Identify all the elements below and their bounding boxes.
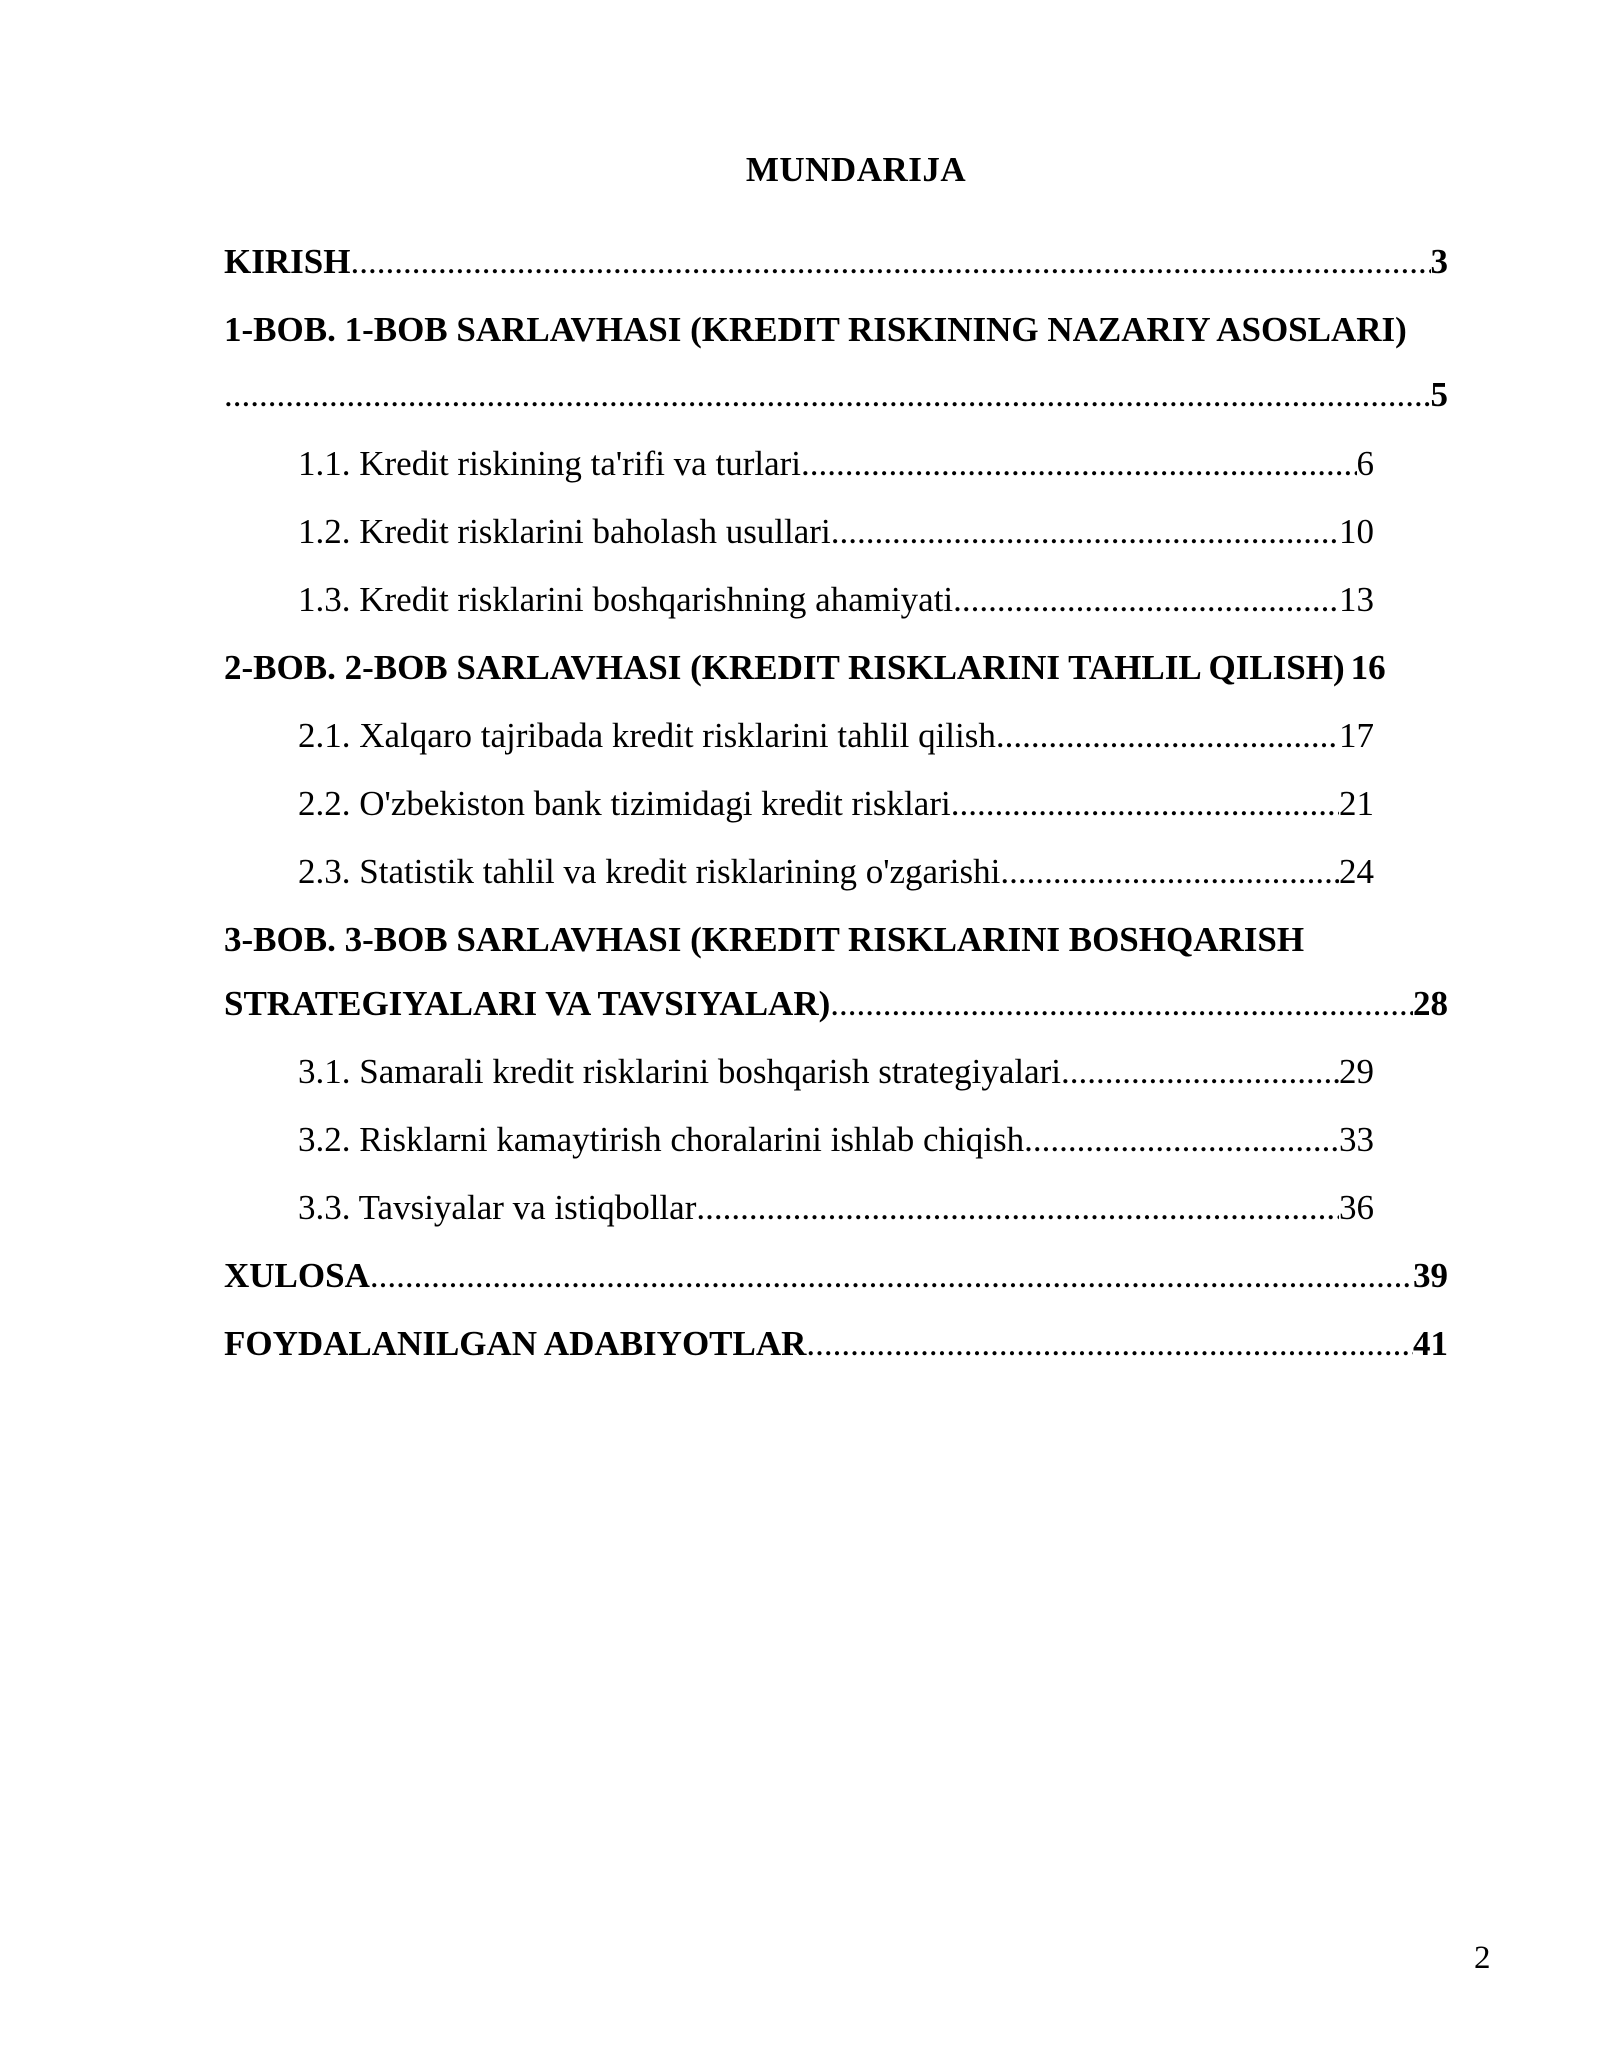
dot-leader bbox=[696, 1188, 1339, 1228]
page-number: 2 bbox=[1474, 1940, 1491, 1976]
toc-entry-label: 1.3. Kredit risklarini boshqarishning ahamiyati bbox=[298, 580, 954, 619]
toc-entry-label: 2.1. Xalqaro tajribada kredit risklarini tahlil qilish bbox=[298, 716, 996, 755]
toc-entry-label: XULOSA bbox=[224, 1256, 370, 1295]
toc-entry-chapter-3[interactable] bbox=[224, 920, 1448, 960]
toc-entry-page: 17 bbox=[1339, 716, 1374, 755]
toc-entry-chapter-1-leader[interactable] bbox=[224, 375, 1448, 415]
toc-entry-section-1-1[interactable] bbox=[298, 444, 1374, 484]
dot-leader bbox=[996, 716, 1339, 756]
dot-leader bbox=[830, 984, 1413, 1024]
toc-entry-section-3-1[interactable] bbox=[298, 1052, 1374, 1092]
toc-entry-page: 13 bbox=[1339, 580, 1374, 619]
toc-entry-references[interactable] bbox=[224, 1324, 1448, 1364]
toc-entry-xulosa[interactable] bbox=[224, 1256, 1448, 1296]
toc-entry-label: 3.1. Samarali kredit risklarini boshqarish strategiyalari bbox=[298, 1052, 1061, 1091]
toc-entry-chapter-1[interactable] bbox=[224, 310, 1448, 350]
toc-entry-page: 16 bbox=[1350, 648, 1386, 687]
dot-leader bbox=[806, 1324, 1413, 1364]
toc-entry-chapter-3-continued[interactable] bbox=[224, 984, 1448, 1024]
toc-entry-label: 3.3. Tavsiyalar va istiqbollar bbox=[298, 1188, 697, 1227]
toc-entry-page: 24 bbox=[1339, 852, 1374, 891]
toc-entry-page: 10 bbox=[1339, 512, 1374, 551]
toc-entry-section-2-1[interactable] bbox=[298, 716, 1374, 756]
dot-leader bbox=[801, 444, 1357, 484]
dot-leader bbox=[951, 784, 1339, 824]
toc-entry-page: 5 bbox=[1430, 375, 1448, 414]
dot-leader bbox=[1000, 852, 1339, 892]
toc-entry-label: 1.2. Kredit risklarini baholash usullari bbox=[298, 512, 831, 551]
toc-entry-section-3-2[interactable] bbox=[298, 1120, 1374, 1160]
toc-entry-page: 33 bbox=[1339, 1120, 1374, 1159]
toc-entry-page: 29 bbox=[1339, 1052, 1374, 1091]
dot-leader bbox=[831, 512, 1339, 552]
dot-leader bbox=[953, 580, 1339, 620]
toc-entry-label: 1-BOB. 1-BOB SARLAVHASI (KREDIT RISKINING NAZARIY ASOSLARI) bbox=[224, 310, 1407, 349]
dot-leader bbox=[1061, 1052, 1339, 1092]
toc-entry-label: 1.1. Kredit riskining ta'rifi va turlari bbox=[298, 444, 801, 483]
toc-entry-section-3-3[interactable] bbox=[298, 1188, 1374, 1228]
toc-entry-label: 2-BOB. 2-BOB SARLAVHASI (KREDIT RISKLARINI TAHLIL QILISH) bbox=[224, 648, 1345, 687]
toc-entry-section-2-2[interactable] bbox=[298, 784, 1374, 824]
dot-leader bbox=[1024, 1120, 1339, 1160]
toc-entry-label: KIRISH bbox=[224, 242, 351, 281]
toc-entry-label: 3.2. Risklarni kamaytirish choralarini ishlab chiqish bbox=[298, 1120, 1025, 1159]
toc-entry-label: FOYDALANILGAN ADABIYOTLAR bbox=[224, 1324, 807, 1363]
toc-entry-page: 28 bbox=[1413, 984, 1448, 1023]
toc-entry-page: 36 bbox=[1339, 1188, 1374, 1227]
page-title: MUNDARIJA bbox=[745, 150, 967, 189]
dot-leader bbox=[350, 242, 1430, 282]
toc-entry-page: 41 bbox=[1413, 1324, 1448, 1363]
toc-entry-section-1-2[interactable] bbox=[298, 512, 1374, 552]
dot-leader bbox=[224, 375, 1431, 415]
toc-entry-label: 2.3. Statistik tahlil va kredit risklarining o'zgarishi bbox=[298, 852, 1001, 891]
toc-entry-label: STRATEGIYALARI VA TAVSIYALAR) bbox=[224, 984, 831, 1023]
toc-entry-kirish[interactable] bbox=[224, 242, 1448, 282]
toc-entry-label: 3-BOB. 3-BOB SARLAVHASI (KREDIT RISKLARINI BOSHQARISH bbox=[224, 920, 1305, 959]
dot-leader bbox=[370, 1256, 1413, 1296]
toc-entry-page: 6 bbox=[1356, 444, 1374, 483]
toc-entry-page: 3 bbox=[1430, 242, 1448, 281]
toc-entry-section-2-3[interactable] bbox=[298, 852, 1374, 892]
toc-entry-label: 2.2. O'zbekiston bank tizimidagi kredit risklari bbox=[298, 784, 951, 823]
toc-entry-page: 21 bbox=[1339, 784, 1374, 823]
toc-entry-page: 39 bbox=[1413, 1256, 1448, 1295]
toc-entry-chapter-2[interactable] bbox=[224, 648, 1412, 688]
toc-entry-section-1-3[interactable] bbox=[298, 580, 1374, 620]
